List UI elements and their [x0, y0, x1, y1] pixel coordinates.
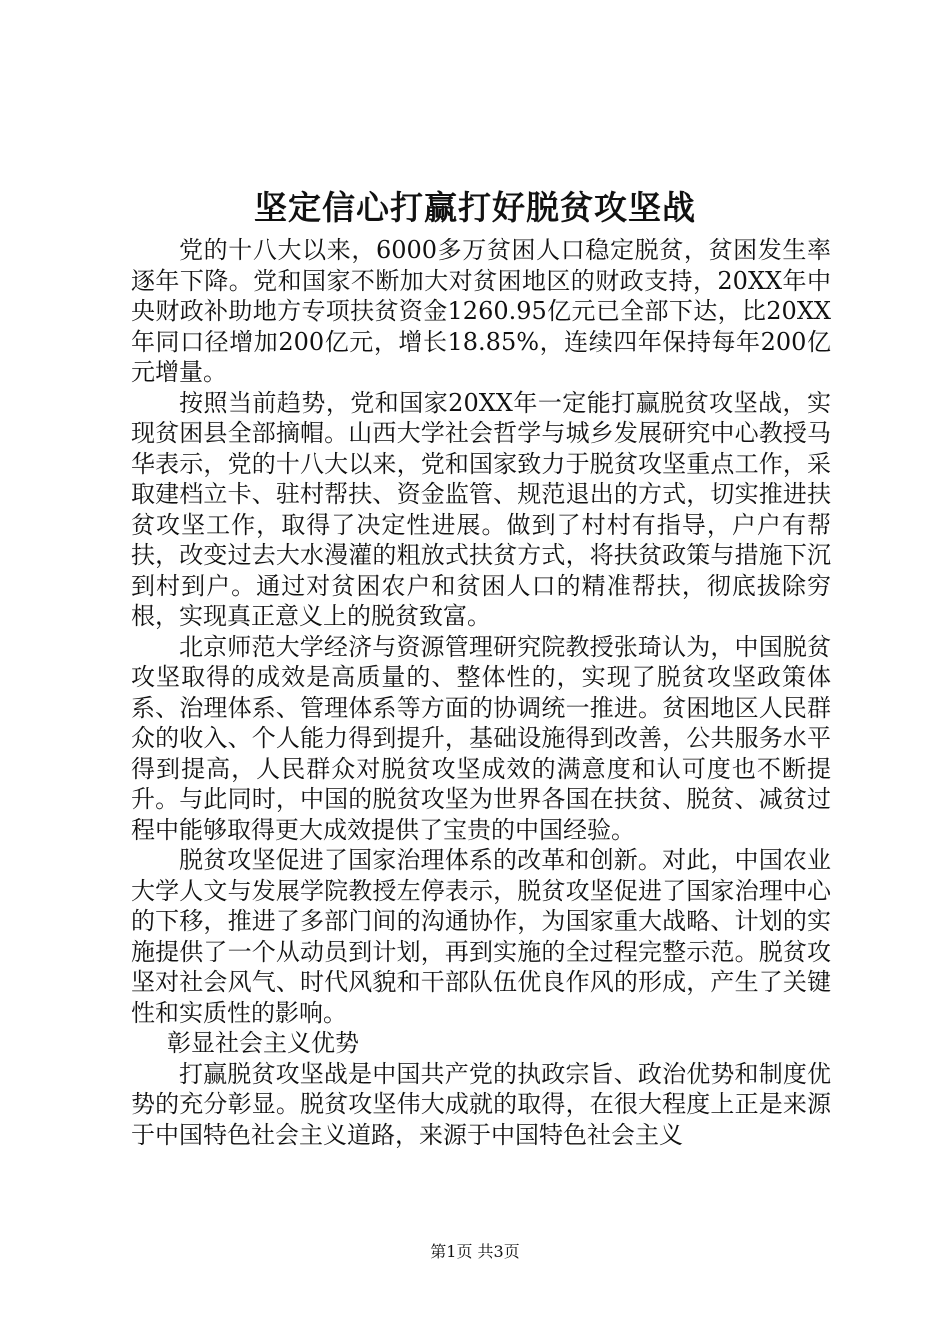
paragraph-3: 北京师范大学经济与资源管理研究院教授张琦认为，中国脱贫攻坚取得的成效是高质量的、整体性的，实现了脱贫攻坚政策体系、治理体系、管理体系等方面的协调统一推进。贫困地区人民群众的收入、个人能力得到提升，基础设施得到改善，公共服务水平得到提高，人民群众对脱贫攻坚成效的满意度和认可度也不断提升。与此同时，中国的脱贫攻坚为世界各国在扶贫、脱贫、减贫过程中能够取得更大成效提供了宝贵的中国经验。 [131, 632, 831, 844]
section-heading: 彰显社会主义优势 [167, 1029, 359, 1057]
paragraph-1: 党的十八大以来，6000多万贫困人口稳定脱贫，贫困发生率逐年下降。党和国家不断加大对贫困地区的财政支持，20XX年中央财政补助地方专项扶贫资金1260.95亿元已全部下达，比20XX年同口径增加200亿元，增长18.85%，连续四年保持每年200亿元增量。 [131, 236, 831, 386]
paragraph-4: 脱贫攻坚促进了国家治理体系的改革和创新。对此，中国农业大学人文与发展学院教授左停表示，脱贫攻坚促进了国家治理中心的下移，推进了多部门间的沟通协作，为国家重大战略、计划的实施提供了一个从动员到计划，再到实施的全过程完整示范。脱贫攻坚对社会风气、时代风貌和干部队伍优良作风的形成，产生了关键性和实质性的影响。 [131, 846, 831, 1027]
paragraph-2: 按照当前趋势，党和国家20XX年一定能打赢脱贫攻坚战，实现贫困县全部摘帽。山西大学社会哲学与城乡发展研究中心教授马华表示，党的十八大以来，党和国家致力于脱贫攻坚重点工作，采取建档立卡、驻村帮扶、资金监管、规范退出的方式，切实推进扶贫攻坚工作，取得了决定性进展。做到了村村有指导，户户有帮扶，改变过去大水漫灌的粗放式扶贫方式，将扶贫政策与措施下沉到村到户。通过对贫困农户和贫困人口的精准帮扶，彻底拔除穷根，实现真正意义上的脱贫致富。 [131, 388, 831, 630]
document-body [131, 235, 831, 1150]
document-title: 坚定信心打赢打好脱贫攻坚战 [254, 188, 696, 227]
paragraph-5: 打赢脱贫攻坚战是中国共产党的执政宗旨、政治优势和制度优势的充分彰显。脱贫攻坚伟大成就的取得，在很大程度上正是来源于中国特色社会主义道路，来源于中国特色社会主义 [131, 1059, 831, 1149]
page-footer: 第1页 共3页 [430, 1242, 520, 1261]
